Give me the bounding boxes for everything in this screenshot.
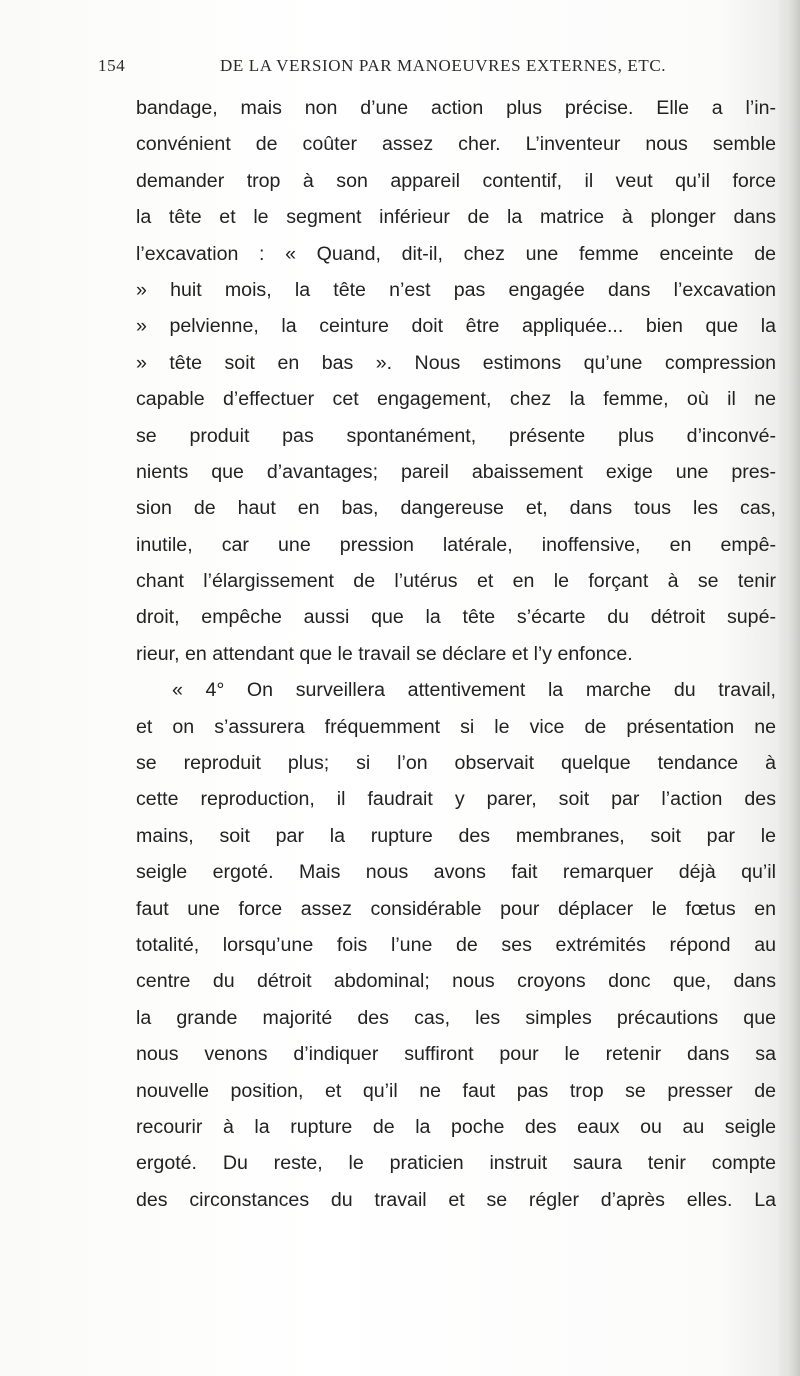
text-line: recourir à la rupture de la poche des eaux ou au seigle bbox=[136, 1115, 776, 1138]
text-line: et on s’assurera fréquemment si le vice de présentation ne bbox=[136, 715, 776, 738]
page-edge-shadow bbox=[778, 0, 800, 1376]
text-line: l’excavation : « Quand, dit-il, chez une femme enceinte de bbox=[136, 242, 776, 265]
text-line: faut une force assez considérable pour déplacer le fœtus en bbox=[136, 897, 776, 920]
text-line: demander trop à son appareil contentif, il veut qu’il force bbox=[136, 169, 776, 192]
text-line: sion de haut en bas, dangereuse et, dans tous les cas, bbox=[136, 497, 776, 520]
text-line: la tête et le segment inférieur de la matrice à plonger dans bbox=[136, 206, 776, 229]
text-line: inutile, car une pression latérale, inoffensive, en empê- bbox=[136, 533, 776, 556]
text-line: nouvelle position, et qu’il ne faut pas trop se presser de bbox=[136, 1079, 776, 1102]
text-line: chant l’élargissement de l’utérus et en le forçant à se tenir bbox=[136, 570, 776, 593]
text-line: » pelvienne, la ceinture doit être appliquée... bien que la bbox=[136, 315, 776, 338]
text-line: » huit mois, la tête n’est pas engagée dans l’excavation bbox=[136, 278, 776, 301]
text-line: seigle ergoté. Mais nous avons fait remarquer déjà qu’il bbox=[136, 861, 776, 884]
text-line: mains, soit par la rupture des membranes, soit par le bbox=[136, 824, 776, 847]
text-line: totalité, lorsqu’une fois l’une de ses extrémités répond au bbox=[136, 933, 776, 956]
text-line: droit, empêche aussi que la tête s’écarte du détroit supé- bbox=[136, 606, 776, 629]
text-line: centre du détroit abdominal; nous croyons donc que, dans bbox=[136, 970, 776, 993]
text-line: des circonstances du travail et se régler d’après elles. La bbox=[136, 1188, 776, 1211]
text-line: nous venons d’indiquer suffiront pour le retenir dans sa bbox=[136, 1043, 776, 1066]
running-header bbox=[98, 56, 698, 80]
text-line: convénient de coûter assez cher. L’inventeur nous semble bbox=[136, 133, 776, 156]
text-line: se produit pas spontanément, présente plus d’inconvé- bbox=[136, 424, 776, 447]
text-line: ergoté. Du reste, le praticien instruit saura tenir compte bbox=[136, 1152, 776, 1175]
text-line: se reproduit plus; si l’on observait quelque tendance à bbox=[136, 752, 776, 775]
text-line: rieur, en attendant que le travail se déclare et l’y enfonce. bbox=[136, 642, 633, 665]
text-line: nients que d’avantages; pareil abaissement exige une pres- bbox=[136, 460, 776, 483]
page-number: 154 bbox=[98, 56, 126, 75]
running-title: DE LA VERSION PAR MANOEUVRES EXTERNES, ETC. bbox=[220, 56, 667, 75]
text-line: bandage, mais non d’une action plus précise. Elle a l’in- bbox=[136, 97, 776, 119]
body-text bbox=[136, 90, 776, 1218]
text-line: la grande majorité des cas, les simples précautions que bbox=[136, 1006, 776, 1029]
text-line: » tête soit en bas ». Nous estimons qu’une compression bbox=[136, 351, 776, 374]
text-line: capable d’effectuer cet engagement, chez la femme, où il ne bbox=[136, 388, 776, 411]
text-line: « 4° On surveillera attentivement la marche du travail, bbox=[172, 679, 776, 702]
text-line: cette reproduction, il faudrait y parer, soit par l’action des bbox=[136, 788, 776, 811]
